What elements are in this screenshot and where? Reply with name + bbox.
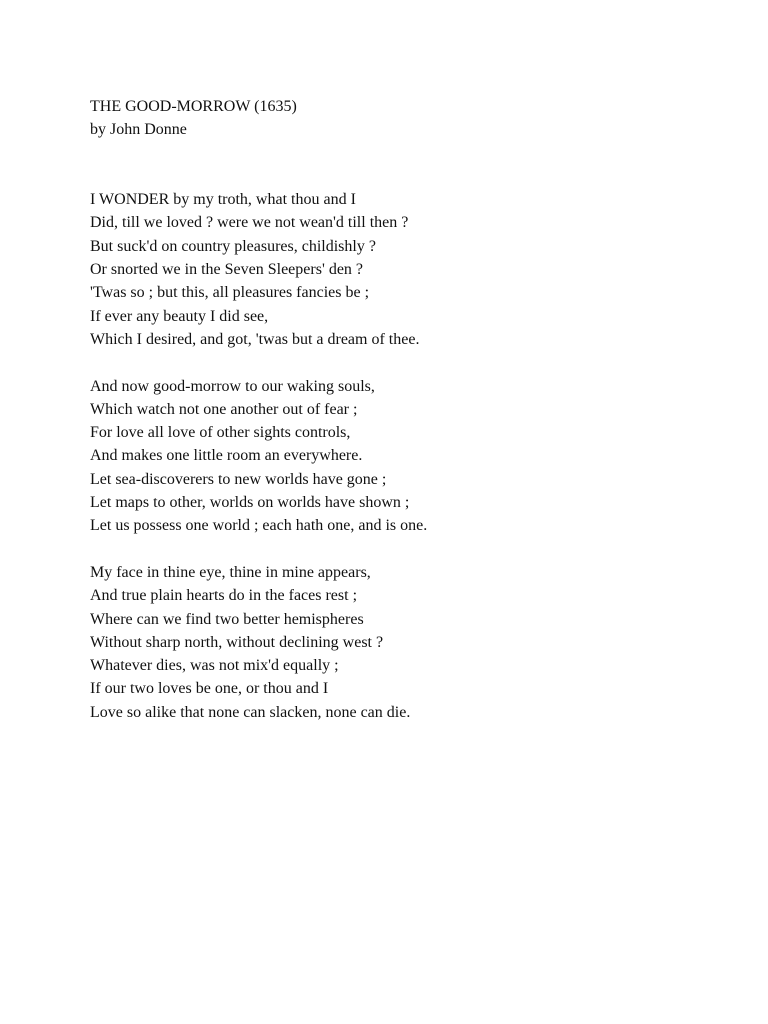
poem-line: Which watch not one another out of fear ;	[90, 400, 358, 418]
poem-line: And makes one little room an everywhere.	[90, 447, 363, 465]
poem-line: Where can we find two better hemispheres	[90, 610, 364, 628]
poem-line: Let maps to other, worlds on worlds have shown ;	[90, 494, 410, 512]
poem-line: Let sea-discoverers to new worlds have gone ;	[90, 470, 387, 488]
poem-author: by John Donne	[90, 121, 187, 139]
poem-line: Or snorted we in the Seven Sleepers' den ?	[90, 261, 364, 279]
poem-line: Without sharp north, without declining west ?	[90, 633, 384, 651]
poem-line: I WONDER by my troth, what thou and I	[90, 191, 356, 209]
poem-line: Let us possess one world ; each hath one, and is one.	[90, 517, 428, 535]
poem-line: But suck'd on country pleasures, childishly ?	[90, 237, 376, 255]
poem-title: THE GOOD-MORROW (1635)	[90, 98, 297, 115]
poem-line: Which I desired, and got, 'twas but a dream of thee.	[90, 330, 420, 348]
poem-line: If ever any beauty I did see,	[90, 307, 269, 325]
poem-line: Did, till we loved ? were we not wean'd till then ?	[90, 214, 409, 232]
poem-content	[90, 95, 730, 747]
poem-line: My face in thine eye, thine in mine appears,	[90, 563, 371, 581]
stanza-3	[90, 561, 730, 724]
poem-line: Whatever dies, was not mix'd equally ;	[90, 657, 339, 675]
stanza-2	[90, 375, 730, 538]
poem-line: And now good-morrow to our waking souls,	[90, 377, 375, 395]
poem-header	[90, 95, 730, 142]
poem-line: And true plain hearts do in the faces rest ;	[90, 587, 358, 605]
poem-line: If our two loves be one, or thou and I	[90, 680, 329, 698]
poem-line: Love so alike that none can slacken, none can die.	[90, 703, 411, 721]
stanza-1	[90, 188, 730, 351]
poem-line: For love all love of other sights controls,	[90, 424, 351, 442]
poem-line: 'Twas so ; but this, all pleasures fancies be ;	[90, 284, 370, 302]
